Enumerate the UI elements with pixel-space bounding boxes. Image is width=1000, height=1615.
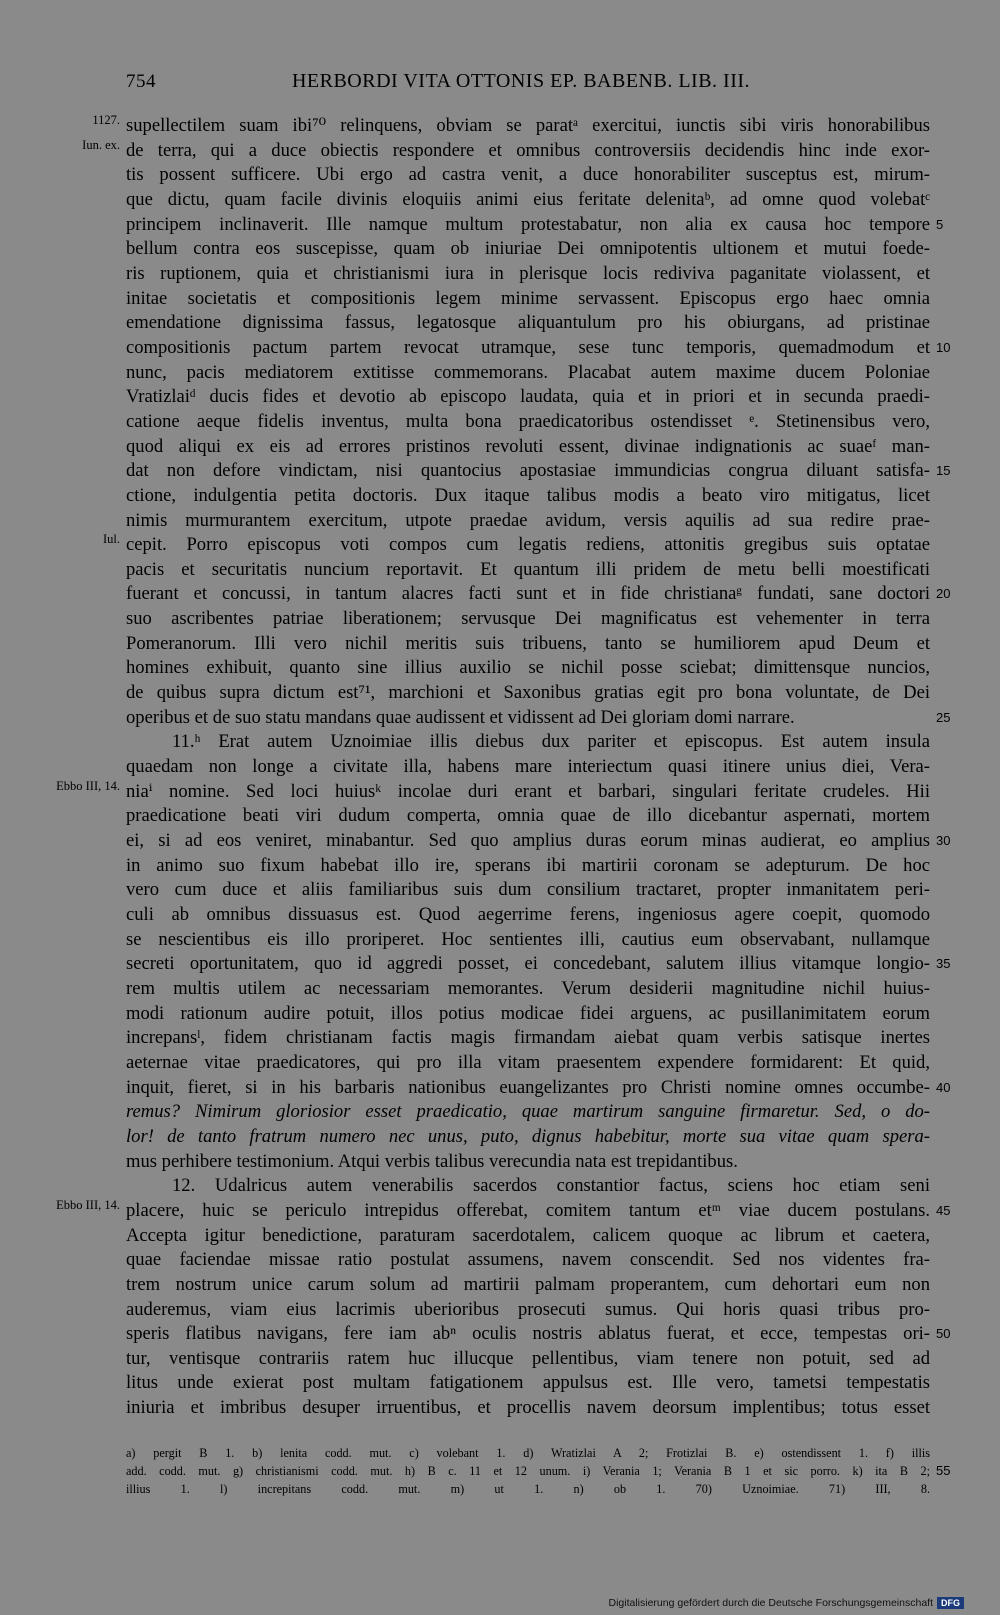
text-line [126, 952, 951, 977]
line-text: operibus et de suo statu mandans quae audissent et vidissent ad Dei gloriam domi narrare. [126, 706, 795, 728]
text-line [102, 532, 930, 558]
line-number: 15 [936, 463, 951, 479]
text-line [126, 163, 930, 188]
line-number: 50 [936, 1326, 951, 1342]
line-text: iniuria et imbribus desuper irruentibus, et procellis navem deorsum implentibus; totus esset [126, 1397, 930, 1419]
line-text: remus? Nimirum gloriosior esset praedicatio, quae martirum sanguine firmaretur. Sed, o do- [126, 1101, 930, 1123]
text-line [56, 1197, 951, 1224]
footnote-line [126, 1444, 930, 1462]
line-text: Pomeranorum. Illi vero nichil meritis suis tribuens, tanto se humiliorem apud Deum et [126, 632, 930, 654]
line-text: Vratizlaiᵈ ducis fides et devotio ab episcopo laudata, quia et in priori et in secunda praedi- [126, 386, 930, 408]
marginal-note: Ebbo III, 14. [56, 778, 120, 793]
text-line [126, 730, 930, 755]
text-line [126, 878, 930, 903]
text-line [126, 681, 930, 706]
line-text: auderemus, viam eius lacrimis uberioribus prosecuti sumus. Qui horis quasi tribus pro- [126, 1298, 930, 1320]
marginal-note: Ebbo III, 14. [56, 1197, 120, 1212]
page-number: 754 [126, 71, 156, 92]
text-line [126, 1026, 930, 1051]
text-line [126, 1371, 930, 1396]
line-text: litus unde exierat post multam fatigationem appulsus est. Ille vero, tametsi tempestatis [126, 1372, 930, 1394]
text-line [126, 1248, 930, 1273]
text-line [126, 509, 930, 534]
line-text: nimis murmurantem exercitum, utpote praedae avidum, versis aquilis ad sua redire prae- [126, 509, 930, 531]
text-line [126, 755, 930, 780]
line-number: 45 [936, 1202, 951, 1218]
line-text: mus perhibere testimonium. Atqui verbis talibus verecundia nata est trepidantibus. [126, 1150, 738, 1172]
text-line [126, 385, 930, 410]
text-line [126, 1100, 930, 1125]
line-text: Accepta igitur benedictione, paraturam sacerdotalem, calicem quoque ac librum et caetera, [126, 1224, 930, 1246]
text-line [126, 213, 944, 238]
line-text: tur, ventisque contrariis ratem huc illucque pellentibus, viam tenere non potuit, sed ad [126, 1347, 930, 1369]
text-line [126, 459, 951, 484]
line-text: bellum contra eos suscepisse, quam ob iniuriae Dei omnipotentis ultionem et mutui foede- [126, 238, 930, 260]
text-line [126, 1051, 930, 1076]
line-text: homines exhibuit, quanto sine illius auxilio se nichil posse sciebat; dimittensque nuncios, [126, 657, 930, 679]
text-line [126, 188, 930, 213]
credit-text: Digitalisierung gefördert durch die Deutsche Forschungsgemeinschaft [608, 1597, 933, 1609]
line-text: se nescientibus eis illo proriperet. Hoc sentientes illi, cautius eum observabant, nullamque [126, 928, 930, 950]
line-text: secreti oportunitatem, quo id aggredi posset, ei concedebant, salutem illius vitamque longio- [126, 953, 930, 975]
text-line [126, 607, 930, 632]
line-text: nunc, pacis mediatorem extitisse commemorans. Placabat autem maxime ducem Poloniae [126, 361, 930, 383]
line-number: 40 [936, 1079, 951, 1095]
line-text: initae societatis et compositionis legem minime servassent. Episcopus ergo haec omnia [126, 287, 930, 309]
line-text: aeternae vitae praedicatores, qui pro illa vitam praesentem expendere formidarent: Et quid, [126, 1051, 930, 1073]
line-text: rem multis utilem ac necessariam memorantes. Verum desiderii magnitudine nichil huius- [126, 977, 930, 999]
line-number: 35 [936, 956, 951, 972]
line-text: quaedam non longe a civitate illa, habens mare interiectum quasi itinere unius diei, Vera- [126, 756, 930, 778]
text-line [126, 287, 930, 312]
line-text: culi ab omnibus dissuasus est. Quod aegerrime ferens, ingeniosus agere coepit, quomodo [126, 904, 930, 925]
footnote-line [126, 1462, 951, 1480]
footnote-line [126, 1480, 930, 1498]
line-text: add. codd. mut. g) christianismi codd. mut. h) B c. 11 et 12 unum. i) Verania 1; Verania B 1 et sic porro. k) ita B 2; [126, 1464, 930, 1478]
line-text: pacis et securitatis nuncium reportavit. Et quantum illi pridem de metu belli moestificati [126, 558, 930, 580]
line-text: dat non defore vindictam, nisi quantocius apostasiae immundicias congrua diluant satisfa- [126, 460, 930, 482]
line-text: de terra, qui a duce obiectis respondere et omnibus controversiis decidendis hinc inde exor- [126, 139, 930, 161]
line-text: 12. Udalricus autem venerabilis sacerdos constantior factus, sciens hoc etiam seni [172, 1175, 930, 1197]
line-number: 25 [936, 709, 951, 725]
line-number: 5 [936, 216, 944, 232]
text-line [126, 632, 930, 657]
line-text: de quibus supra dictum est⁷¹, marchioni et Saxonibus gratias egit pro bona voluntate, de Dei [126, 682, 930, 704]
line-text: niaⁱ nomine. Sed loci huiusᵏ incolae duri erant et barbari, singulari feritate crudeles. Hii [126, 780, 930, 802]
text-line [126, 854, 930, 879]
text-line [126, 410, 930, 435]
line-number: 30 [936, 833, 951, 849]
main-text [56, 113, 951, 1421]
line-text: fuerant et concussi, in tantum alacres facti sunt et in fide christianaᵍ fundati, sane doctori [126, 583, 930, 605]
text-line [126, 361, 930, 386]
line-text: vero cum duce et aliis familiaribus suis dum consilium tractaret, propter inmanitatem peri- [126, 879, 930, 901]
running-header [126, 70, 930, 93]
text-line [126, 1298, 930, 1323]
text-line [126, 237, 930, 262]
line-text: tis possent sufficere. Ubi ergo ad castra venit, a duce honorabiliter susceptus est, mirum- [126, 164, 930, 186]
line-text: placere, huic se periculo intrepidus offerebat, comitem tantum etᵐ viae ducem postulans. [126, 1199, 930, 1221]
text-line [126, 1150, 930, 1175]
text-line [126, 484, 930, 509]
text-line [126, 903, 930, 928]
text-line [126, 558, 930, 583]
line-number: 20 [936, 586, 951, 602]
line-text: supellectilem suam ibi⁷⁰ relinquens, obviam se paratᵃ exercitui, iunctis sibi viris honorabilibus [126, 115, 930, 136]
text-line [126, 1076, 951, 1101]
line-text: cepit. Porro episcopus voti compos cum legatis rediens, attonitis gregibus suis optatae [126, 534, 930, 556]
dfg-logo-icon: DFG [937, 1597, 964, 1609]
marginal-note: 1127. [92, 113, 120, 127]
marginal-note: Iun. ex. [82, 137, 120, 152]
running-title: HERBORDI VITA OTTONIS EP. BABENB. LIB. III. [291, 70, 751, 92]
text-line [126, 435, 930, 460]
text-line [126, 582, 951, 607]
text-line [126, 1347, 930, 1372]
line-text: increpansˡ, fidem christianam factis magis firmandam aiebat quam verbis satisque inertes [126, 1027, 930, 1049]
line-text: in animo suo fixum habebat illo ire, sperans ibi martirii coronam se adepturum. De hoc [126, 854, 930, 876]
text-line [126, 656, 930, 681]
line-text: modi rationum audire potuit, illos potius modicae fidei arguens, ac pusillanimitatem eorum [126, 1002, 930, 1024]
text-line [126, 977, 930, 1002]
line-text: principem inclinaverit. Ille namque multum protestabatur, non alia ex causa hoc tempore [126, 213, 930, 235]
line-text: catione aeque fidelis inventus, multa bona praedicatoribus ostendisset ᵉ. Stetinensibus vero, [126, 410, 930, 432]
line-text: inquit, fieret, si in his barbaris nationibus euangelizantes pro Christi nomine omnes occumbe- [126, 1076, 930, 1098]
line-text: quae faciendae missae ratio postulat assumens, navem conscendit. Sed nos videntes fra- [126, 1249, 930, 1271]
text-line [126, 1322, 951, 1347]
text-line [126, 262, 930, 287]
line-text: ei, si ad eos veniret, minabantur. Sed quo amplius duras eorum minas audierat, eo amplius [126, 830, 930, 852]
text-line [126, 1396, 930, 1421]
marginal-note: Iul. [102, 532, 120, 547]
text-line [126, 1002, 930, 1027]
line-text: suo ascribentes patriae liberationem; servusque Dei magnificatus est vehementer in terra [126, 608, 930, 630]
line-text: ctione, indulgentia petita doctoris. Dux itaque talibus modis a beato viro mitigatus, licet [126, 484, 930, 506]
line-number: 55 [936, 1463, 951, 1478]
line-number: 10 [936, 339, 951, 355]
text-line [126, 1174, 930, 1199]
text-line [126, 706, 951, 731]
line-text: trem nostrum unice carum solum ad martirii palmam properantem, cum dehortari eum non [126, 1273, 930, 1295]
text-line [126, 311, 930, 336]
line-text: que dictu, quam facile divinis eloquiis animi eius feritate delenitaᵇ, ad omne quod volebatᶜ [126, 188, 930, 210]
line-text: speris flatibus navigans, fere iam abⁿ oculis nostris ablatus fuerat, et ecce, tempestas ori- [126, 1323, 930, 1345]
footnotes [126, 1444, 951, 1498]
line-text: 11.ʰ Erat autem Uznoimiae illis diebus dux pariter et episcopus. Est autem insula [172, 731, 930, 753]
digitization-credit [608, 1597, 964, 1609]
line-text: lor! de tanto fratrum numero nec unus, puto, dignus habebitur, morte sua vitae quam spera- [126, 1125, 930, 1147]
line-text: ris ruptionem, quia et christianismi iura in plerisque locis rediviva paganitate violassent, et [126, 262, 930, 284]
text-line [126, 829, 951, 854]
text-line [126, 804, 930, 829]
text-line [82, 137, 930, 164]
text-line [126, 928, 930, 953]
text-line [56, 778, 930, 805]
text-line [126, 1273, 930, 1298]
line-text: a) pergit B 1. b) lenita codd. mut. c) volebant 1. d) Wratizlai A 2; Frotizlai B. e) ostendissent 1. f) illis [126, 1446, 930, 1460]
line-text: praedicatione beati viri dudum comperta, omnia quae de illo dicebantur aspernati, mortem [126, 805, 930, 827]
text-line [92, 113, 930, 139]
line-text: compositionis pactum partem revocat utramque, sese tunc temporis, quemadmodum et [126, 336, 930, 358]
text-line [126, 1125, 930, 1150]
line-text: illius 1. l) increpitans codd. mut. m) ut 1. n) ob 1. 70) Uznoimiae. 71) III, 8. [126, 1482, 930, 1496]
text-line [126, 336, 951, 361]
line-text: emendatione dignissima fassus, legatosque aliquantulum pro his obiurgans, ad pristinae [126, 312, 930, 334]
text-line [126, 1224, 930, 1249]
line-text: quod aliqui ex eis ad errores pristinos revoluti essent, divinae indignationis ac suaeᶠ man- [126, 435, 930, 457]
